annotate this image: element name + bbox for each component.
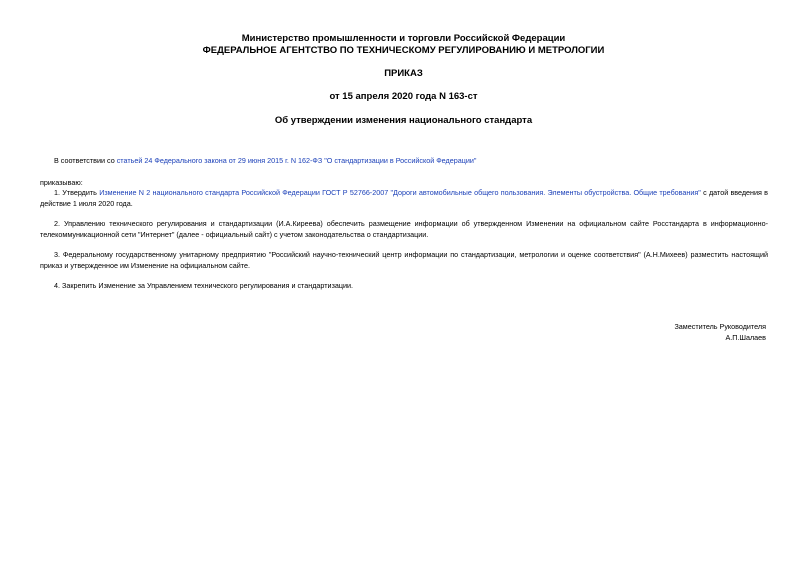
item-1-paragraph bbox=[40, 187, 768, 209]
ministry-title: Министерство промышленности и торговли Российской Федерации bbox=[241, 33, 566, 44]
doc-date-number: от 15 апреля 2020 года N 163-ст bbox=[329, 91, 478, 102]
signatory-position: Заместитель Руководителя bbox=[674, 322, 766, 331]
doc-type: ПРИКАЗ bbox=[384, 68, 423, 79]
order-word: приказываю: bbox=[40, 178, 83, 187]
item-3-paragraph: 3. Федеральному государственному унитарному предприятию "Российский научно-технический центр информации по стандартизации, метрологии и оценке соответствия" (А.Н.Михеев) разместить настоящий приказ и утвержденное им Изменение на официальном сайте. bbox=[40, 250, 768, 270]
item-1-suffix: с датой введения в действие 1 июля 2020 года. bbox=[40, 188, 768, 208]
preamble-prefix: В соответствии со bbox=[54, 156, 117, 165]
item-4-paragraph: 4. Закрепить Изменение за Управлением технического регулирования и стандартизации. bbox=[54, 281, 354, 290]
signatory-name: А.П.Шалаев bbox=[725, 333, 766, 342]
doc-subject: Об утверждении изменения национального стандарта bbox=[274, 115, 533, 126]
preamble-paragraph bbox=[40, 155, 768, 166]
federal-law-link[interactable]: статьей 24 Федерального закона от 29 июня 2015 г. N 162-ФЗ "О стандартизации в Российской Федерации" bbox=[116, 156, 477, 165]
agency-title: ФЕДЕРАЛЬНОЕ АГЕНТСТВО ПО ТЕХНИЧЕСКОМУ РЕГУЛИРОВАНИЮ И МЕТРОЛОГИИ bbox=[202, 45, 605, 56]
item-1-prefix: 1. Утвердить bbox=[54, 188, 100, 197]
standard-amendment-link[interactable]: Изменение N 2 национального стандарта Российской Федерации ГОСТ Р 52766-2007 "Дороги автомобильные общего пользования. Элементы обустройства. Общие требования" bbox=[99, 188, 701, 197]
item-2-paragraph: 2. Управлению технического регулирования и стандартизации (И.А.Киреева) обеспечить размещение информации об утвержденном Изменении на официальном сайте Росстандарта в информационно-телекоммуникационной сети "Интернет" (далее - официальный сайт) с учетом законодательства о стандартизации. bbox=[40, 219, 768, 239]
